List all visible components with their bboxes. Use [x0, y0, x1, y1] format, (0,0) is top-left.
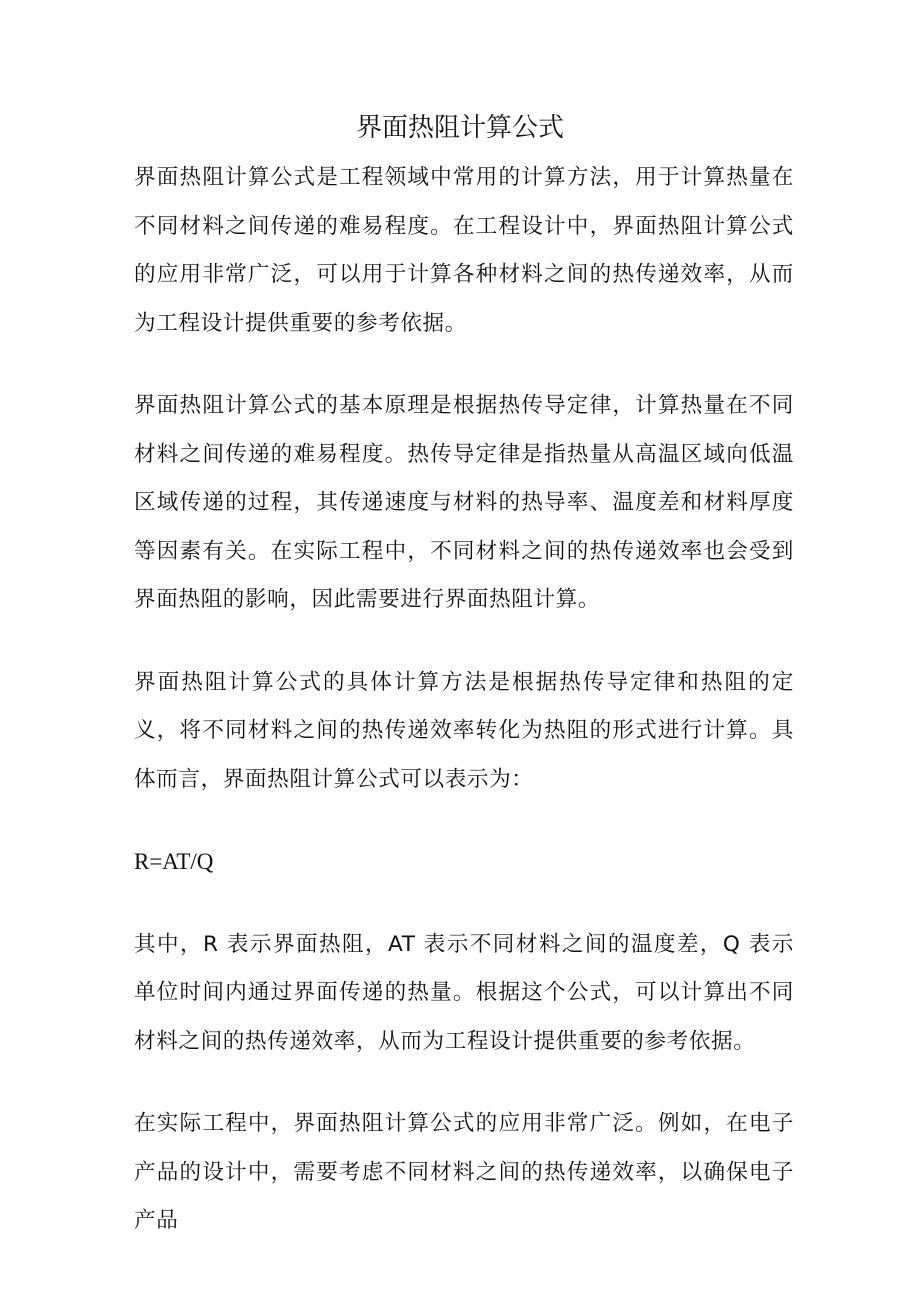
paragraph-application: 在实际工程中，界面热阻计算公式的应用非常广泛。例如，在电子产品的设计中，需要考虑不同材料之间的热传递效率，以确保电子产品	[134, 1111, 794, 1233]
paragraph-method: 界面热阻计算公式的具体计算方法是根据热传导定律和热阻的定义，将不同材料之间的热传递效率转化为热阻的形式进行计算。具体而言，界面热阻计算公式可以表示为：	[134, 669, 794, 792]
paragraph-intro: 界面热阻计算公式是工程领域中常用的计算方法，用于计算热量在不同材料之间传递的难易程度。在工程设计中，界面热阻计算公式的应用非常广泛，可以用于计算各种材料之间的热传递效率，从而为工程设计提供重要的参考依据。	[134, 165, 794, 336]
document-title: 界面热阻计算公式	[355, 113, 564, 143]
document-body	[134, 154, 794, 1246]
paragraph-variables: 其中，R 表示界面热阻，AT 表示不同材料之间的温度差，Q 表示单位时间内通过界面传递的热量。根据这个公式，可以计算出不同材料之间的热传递效率，从而为工程设计提供重要的参考依据。	[134, 931, 794, 1054]
formula: R=AT/Q	[134, 849, 214, 874]
paragraph-principle: 界面热阻计算公式的基本原理是根据热传导定律，计算热量在不同材料之间传递的难易程度。热传导定律是指热量从高温区域向低温区域传递的过程，其传递速度与材料的热导率、温度差和材料厚度等因素有关。在实际工程中，不同材料之间的热传递效率也会受到界面热阻的影响，因此需要进行界面热阻计算。	[134, 393, 794, 612]
